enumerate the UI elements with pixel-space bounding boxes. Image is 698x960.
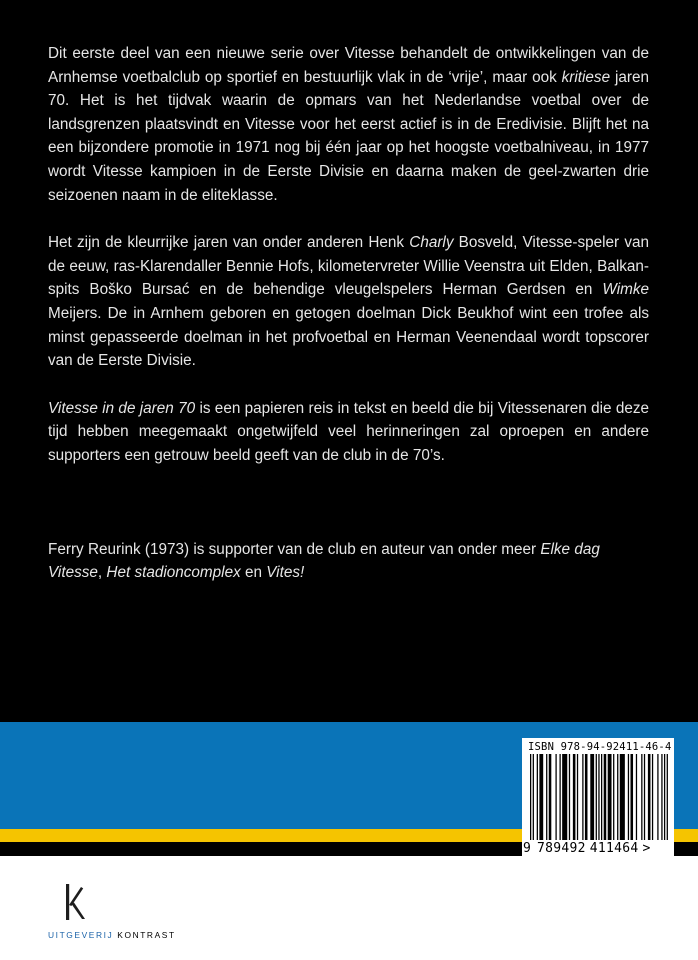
barcode-bars bbox=[530, 754, 668, 846]
barcode-bar bbox=[559, 754, 560, 840]
barcode-bar bbox=[573, 754, 576, 840]
isbn-label: ISBN 978-94-92411-46-4 bbox=[528, 741, 672, 753]
barcode-bar bbox=[648, 754, 651, 840]
barcode-digits bbox=[523, 840, 673, 858]
barcode-bar bbox=[664, 754, 665, 846]
barcode-bar bbox=[577, 754, 578, 840]
barcode-bar bbox=[549, 754, 552, 840]
barcode-digits-right: 411464 bbox=[589, 841, 639, 856]
barcode-bar bbox=[590, 754, 594, 840]
barcode-bar bbox=[628, 754, 629, 840]
publisher-name-part2: KONTRAST bbox=[117, 930, 176, 940]
barcode-bar bbox=[652, 754, 653, 840]
barcode-bar bbox=[562, 754, 567, 840]
barcode-bar bbox=[657, 754, 658, 840]
barcode-bar bbox=[539, 754, 543, 840]
barcode-bar bbox=[604, 754, 607, 840]
barcode-bar bbox=[555, 754, 556, 840]
barcode-bar bbox=[601, 754, 602, 846]
publisher-name-part1: UITGEVERIJ bbox=[48, 930, 114, 940]
barcode-bar bbox=[596, 754, 597, 840]
author-bio: Ferry Reurink (1973) is supporter van de club en auteur van onder meer Elke dag Vitesse, Het stadioncomplex en Vites! bbox=[48, 540, 600, 582]
barcode-bar bbox=[582, 754, 583, 840]
publisher-name bbox=[48, 930, 176, 940]
barcode-digit-first: 9 bbox=[523, 841, 531, 856]
barcode-bar bbox=[585, 754, 588, 840]
barcode-bar bbox=[667, 754, 668, 846]
barcode-bar bbox=[630, 754, 633, 840]
k-letter-logo-icon bbox=[62, 884, 88, 920]
barcode-bar bbox=[661, 754, 662, 840]
isbn-barcode bbox=[522, 738, 674, 858]
blurb-paragraph-2: Het zijn de kleurrijke jaren van onder anderen Henk Charly Bosveld, Vitesse-speler van de eeuw, ras-Klarendaller Bennie Hofs, kilometervreter Willie Veenstra uit Elden, Balkan-spits Boško Bursać en de behendige vleugelspelers Herman Gerdsen en Wimke Meijers. De in Arnhem geboren en getogen doelman Dick Beukhof wint een trofee als minst gepasseerde doelman in het profvoetbal en Herman Veenendaal wordt topscorer van de Eerste Divisie. bbox=[48, 234, 649, 370]
barcode-bar bbox=[644, 754, 645, 840]
barcode-bar bbox=[533, 754, 534, 846]
back-cover-blurb bbox=[48, 42, 649, 585]
barcode-bar bbox=[530, 754, 531, 846]
barcode-bar bbox=[546, 754, 547, 840]
blurb-paragraph-3: Vitesse in de jaren 70 is een papieren reis in tekst en beeld die bij Vitessenaren die deze tijd hebben meegemaakt ongetwijfeld veel herinneringen zal oproepen en andere supporters een getrouw beeld geeft van de club in de 70’s. bbox=[48, 399, 650, 464]
barcode-bar bbox=[617, 754, 618, 840]
barcode-bar bbox=[620, 754, 625, 840]
barcode-bar bbox=[613, 754, 614, 840]
barcode-bar bbox=[608, 754, 612, 840]
barcode-bar bbox=[598, 754, 599, 846]
footer-panel bbox=[0, 856, 698, 960]
barcode-digits-left: 789492 bbox=[537, 841, 586, 856]
barcode-bar bbox=[636, 754, 637, 840]
barcode-bar bbox=[569, 754, 570, 840]
blurb-paragraph-1: Dit eerste deel van een nieuwe serie over Vitesse behandelt de ontwikkelingen van de Arnhemse voetbalclub op sportief en bestuurlijk vlak in de ‘vrije’, maar ook kritiese jaren 70. Het is het tijdvak waarin de opmars van het Nederlandse voetbal over de landsgrenzen plaatsvindt en Vitesse voor het eerst actief is in de Eredivisie. Blijft het na een bijzondere promotie in 1971 nog bij één jaar op het hoogste voetbalniveau, in 1977 wordt Vitesse kampioen in de Eerste Divisie en daarna maken de geel-zwarten drie seizoenen naam in de eliteklasse. bbox=[48, 45, 650, 204]
barcode-bar bbox=[537, 754, 538, 840]
barcode-arrow: > bbox=[642, 841, 651, 856]
barcode-bar bbox=[641, 754, 642, 840]
